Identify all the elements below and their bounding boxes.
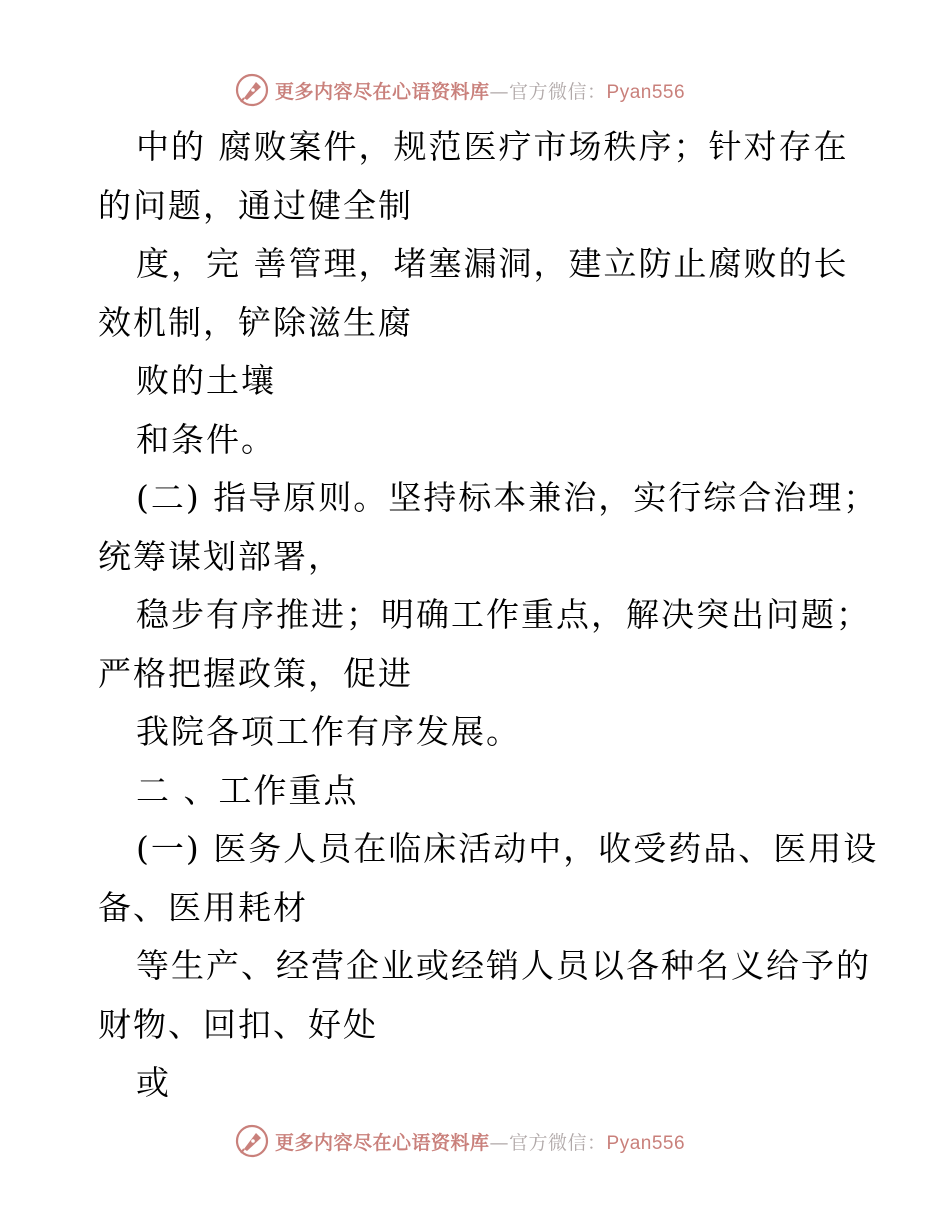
- watermark-wechat-id: Pyan556: [606, 1132, 686, 1154]
- text-line: 备、医用耗材: [98, 887, 308, 927]
- pen-nib-logo-icon: [235, 1124, 269, 1158]
- text-line: 二 、工作重点: [136, 770, 359, 810]
- pen-nib-logo-icon: [235, 73, 269, 107]
- watermark-official-label: 官方微信：: [509, 80, 607, 103]
- text-line: 败的土壤: [136, 361, 276, 400]
- watermark-main-text: 更多内容尽在心语资料库: [275, 1131, 490, 1154]
- text-line: (一) 医务人员在临床活动中，收受药品、医用设: [136, 829, 879, 868]
- text-line: 统筹谋划部署，: [98, 536, 343, 576]
- text-line: 中的 腐败案件，规范医疗市场秩序；针对存在: [136, 127, 849, 166]
- watermark-separator: —: [489, 1131, 510, 1154]
- text-line: 我院各项工作有序发展。: [136, 712, 521, 751]
- watermark-separator: —: [489, 80, 510, 103]
- document-body: [98, 118, 878, 1113]
- text-line: (二) 指导原则。坚持标本兼治，实行综合治理；: [136, 478, 879, 517]
- watermark-main-text: 更多内容尽在心语资料库: [275, 80, 490, 103]
- text-line: 或: [136, 1063, 171, 1102]
- text-line: 的问题，通过健全制: [98, 185, 413, 225]
- text-line: 财物、回扣、好处: [98, 1004, 378, 1044]
- text-line: 和条件。: [136, 419, 276, 459]
- text-line: 稳步有序推进；明确工作重点，解决突出问题；: [136, 595, 871, 634]
- footer-watermark: [235, 1124, 685, 1158]
- text-line: 度，完 善管理，堵塞漏洞，建立防止腐败的长: [136, 244, 849, 283]
- text-line: 严格把握政策，促进: [98, 653, 413, 693]
- header-watermark: [235, 73, 685, 107]
- text-line: 等生产、经营企业或经销人员以各种名义给予的: [136, 946, 871, 985]
- watermark-official-label: 官方微信：: [509, 1131, 607, 1154]
- text-line: 效机制，铲除滋生腐: [98, 302, 413, 342]
- watermark-wechat-id: Pyan556: [606, 81, 686, 103]
